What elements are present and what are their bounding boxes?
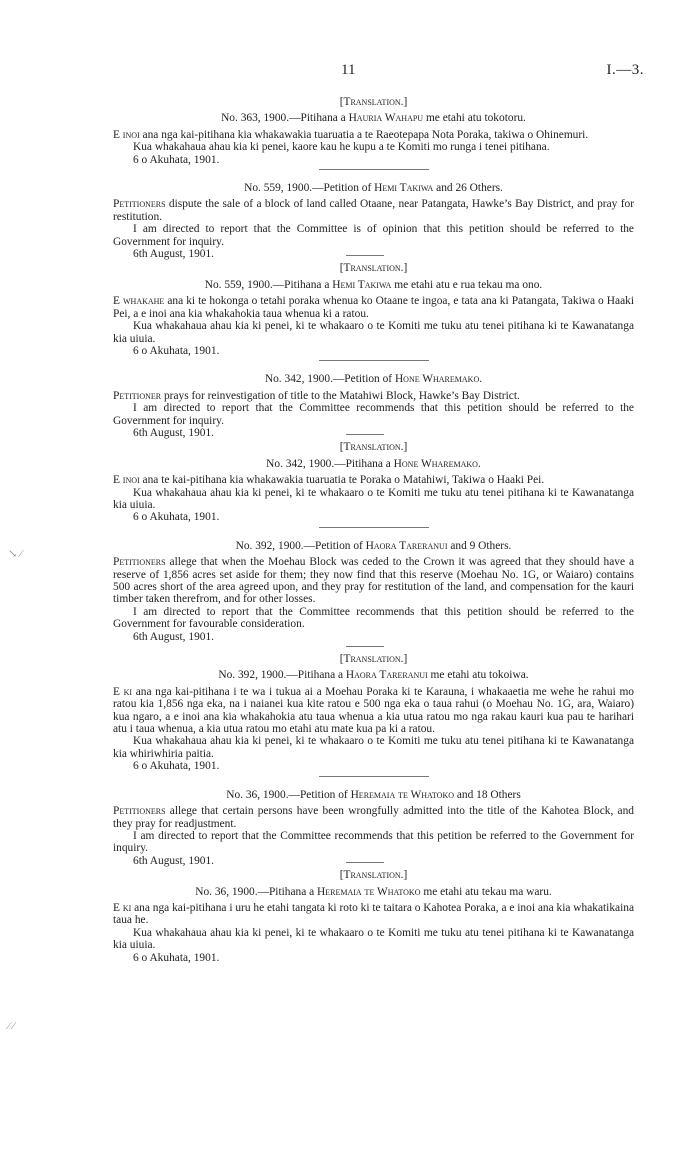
report-date: 6 o Akuhata, 1901. xyxy=(133,344,220,357)
margin-mark: ↘ ⁄ xyxy=(8,548,22,560)
report-date: 6 o Akuhata, 1901. xyxy=(133,760,220,773)
petition-entry xyxy=(113,262,634,357)
committee-report: Kua whakahaua ahau kia ki penei, ki te whakaaro o te Komiti me tuku atu tenei pitihana ki te Kawanatanga kia uiuia. xyxy=(113,926,634,952)
report-date: 6 o Akuhata, 1901. xyxy=(133,153,220,166)
petition-entry xyxy=(113,540,634,643)
section-divider xyxy=(319,776,429,777)
petition-title: No. 559, 1900.—Petition of Hemi Takiwa and 26 Others. xyxy=(244,182,503,195)
committee-report: Kua whakahaua ahau kia ki penei, ki te whakaaro o te Komiti me tuku atu tenei pitihana ki te Kawanatanga kia uiuia. xyxy=(113,486,634,511)
section-divider xyxy=(319,527,429,528)
translation-label: [Translation.] xyxy=(339,262,408,275)
translation-divider xyxy=(346,434,384,435)
petition-entry xyxy=(113,96,634,166)
petition-body: Petitioners allege that when the Moehau Block was ceded to the Crown it was agreed that they should have a reserve of 1,856 acres set aside for them; they now find that this reserve (Moehau No. 1G, or Waiaro) contains 500 acres short of the area agreed upon, and they pray for restitution of the land, and compensation for the kauri timber taken therefrom, and for other losses. xyxy=(113,556,634,606)
petition-entry xyxy=(113,373,634,439)
petitioner-name: Haora Tareranui xyxy=(365,539,448,552)
report-date: 6th August, 1901. xyxy=(133,248,215,261)
petitioner-name: Hemi Takiwa xyxy=(374,182,434,195)
petition-title: No. 36, 1900.—Pitihana a Heremaia te Whatoko me etahi atu tekau ma waru. xyxy=(195,885,552,898)
committee-report: Kua whakahaua ahau kia ki penei, ki te whakaaro o te Komiti me tuku atu tenei pitihana ki te Kawanatanga kia uiuia. xyxy=(113,320,634,345)
petition-entry xyxy=(113,441,634,523)
paper-reference: I.—3. xyxy=(606,62,644,78)
translation-label: [Translation.] xyxy=(339,96,408,108)
petition-body: E ki ana nga kai-pitihana i uru he etahi tangata ki roto ki te taitara o Kahotea Poraka, a e inoi ana kia whakatikaina taua he. xyxy=(113,901,634,927)
petition-title: No. 392, 1900.—Petition of Haora Tareranui and 9 Others. xyxy=(235,539,512,552)
section-divider xyxy=(319,360,429,361)
committee-report: I am directed to report that the Committee recommends that this petition be referred to the Government for inquiry. xyxy=(113,829,634,855)
report-date: 6th August, 1901. xyxy=(133,426,215,439)
translation-divider xyxy=(346,255,384,256)
petitioner-name: Hone Wharemako xyxy=(394,373,480,386)
petitioner-name: Haora Tareranui xyxy=(345,669,428,682)
petitioner-name: Heremaia te Whatoko xyxy=(317,885,421,898)
petition-title: No. 392, 1900.—Pitihana a Haora Tareranui me etahi atu tokoiwa. xyxy=(218,669,529,682)
petitioner-name: Hauria Wahapu xyxy=(348,112,424,125)
petition-body: E inoi ana nga kai-pitihana kia whakawakia tuaruatia a te Raeotepapa Nota Poraka, takiwa o Ohinemuri. xyxy=(113,128,589,141)
petitioner-name: Hemi Takiwa xyxy=(332,278,392,291)
committee-report: I am directed to report that the Committee recommends that this petition should be referred to the Government for favourable consideration. xyxy=(113,605,634,631)
petitioner-name: Heremaia te Whatoko xyxy=(350,788,455,801)
petition-body: E ki ana nga kai-pitihana i te wa i tukua ai a Moehau Poraka ki te Karauna, i whakaaetia me wehe he rahui mo ratou kia 1,856 nga eka, na i naianei kua kite ratou e 500 nga eka o taua rahui (o Moehau No. 1G, ara, Waiaro) kua ngaro, a e inoi ana kia whakahokia atu taua whenua a kia utua ratou mo nga rakau kauri kua pau te harihari atu i taua whenua, a kia utua ratou mo etahi atu mate kua pa ki a ratou. xyxy=(113,685,634,736)
report-date: 6th August, 1901. xyxy=(133,630,215,643)
petition-body: Petitioners dispute the sale of a block of land called Otaane, near Patangata, Hawke’s Bay District, and pray for restitution. xyxy=(113,198,634,223)
committee-report: I am directed to report that the Committee is of opinion that this petition should be referred to the Government for inquiry. xyxy=(113,223,634,248)
petition-title: No. 363, 1900.—Pitihana a Hauria Wahapu me etahi atu tokotoru. xyxy=(221,112,526,125)
petition-title: No. 342, 1900.—Pitihana a Hone Wharemako. xyxy=(266,457,481,470)
petition-entry xyxy=(113,653,634,773)
translation-label: [Translation.] xyxy=(339,653,408,666)
translation-divider xyxy=(346,862,384,863)
petition-body: E inoi ana te kai-pitihana kia whakawakia tuaruatia te Poraka o Matahiwi, Takiwa o Haaki Pei. xyxy=(113,474,545,487)
section-divider xyxy=(319,169,429,170)
petition-entry xyxy=(113,789,634,867)
petition-body: Petitioners allege that certain persons have been wrongfully admitted into the title of the Kahotea Block, and they pray for readjustment. xyxy=(113,805,634,830)
translation-label: [Translation.] xyxy=(339,441,408,454)
petitioner-name: Hone Wharemako xyxy=(393,457,478,470)
margin-mark: ⁄ ⁄ xyxy=(8,1020,15,1032)
report-date: 6 o Akuhata, 1901. xyxy=(133,511,220,524)
committee-report: I am directed to report that the Committee recommends that this petition should be referred to the Government for inquiry. xyxy=(113,402,634,427)
petition-title: No. 342, 1900.—Petition of Hone Wharemako. xyxy=(264,373,483,386)
translation-divider xyxy=(346,646,384,647)
petition-title: No. 559, 1900.—Pitihana a Hemi Takiwa me etahi atu e rua tekau ma ono. xyxy=(204,278,543,291)
report-date: 6 o Akuhata, 1901. xyxy=(133,951,220,964)
page-number: 11 xyxy=(341,62,356,78)
committee-report: Kua whakahaua ahau kia ki penei, kaore kau he kupu a te Komiti mo runga i tenei pitihana. xyxy=(133,141,550,154)
page-header xyxy=(0,64,700,84)
petition-title: No. 36, 1900.—Petition of Heremaia te Whatoko and 18 Others xyxy=(226,788,521,801)
translation-label: [Translation.] xyxy=(339,869,408,882)
petition-body: E whakahe ana ki te hokonga o tetahi poraka whenua ko Otaane te ingoa, e tata ana ki Patangata, Takiwa o Haaki Pei, a e inoi ana kia whakahokia taua whenua ki a ratou. xyxy=(113,295,634,320)
committee-report: Kua whakahaua ahau kia ki penei, ki te whakaaro o te Komiti me tuku atu tenei pitihana ki te Kawanatanga kia whiriwhiria paitia. xyxy=(113,735,634,760)
petition-entry xyxy=(113,182,634,260)
document-body xyxy=(113,96,634,967)
petition-body: Petitioner prays for reinvestigation of title to the Matahiwi Block, Hawke’s Bay District. xyxy=(113,389,520,402)
petition-entry xyxy=(113,869,634,964)
report-date: 6th August, 1901. xyxy=(133,854,215,867)
